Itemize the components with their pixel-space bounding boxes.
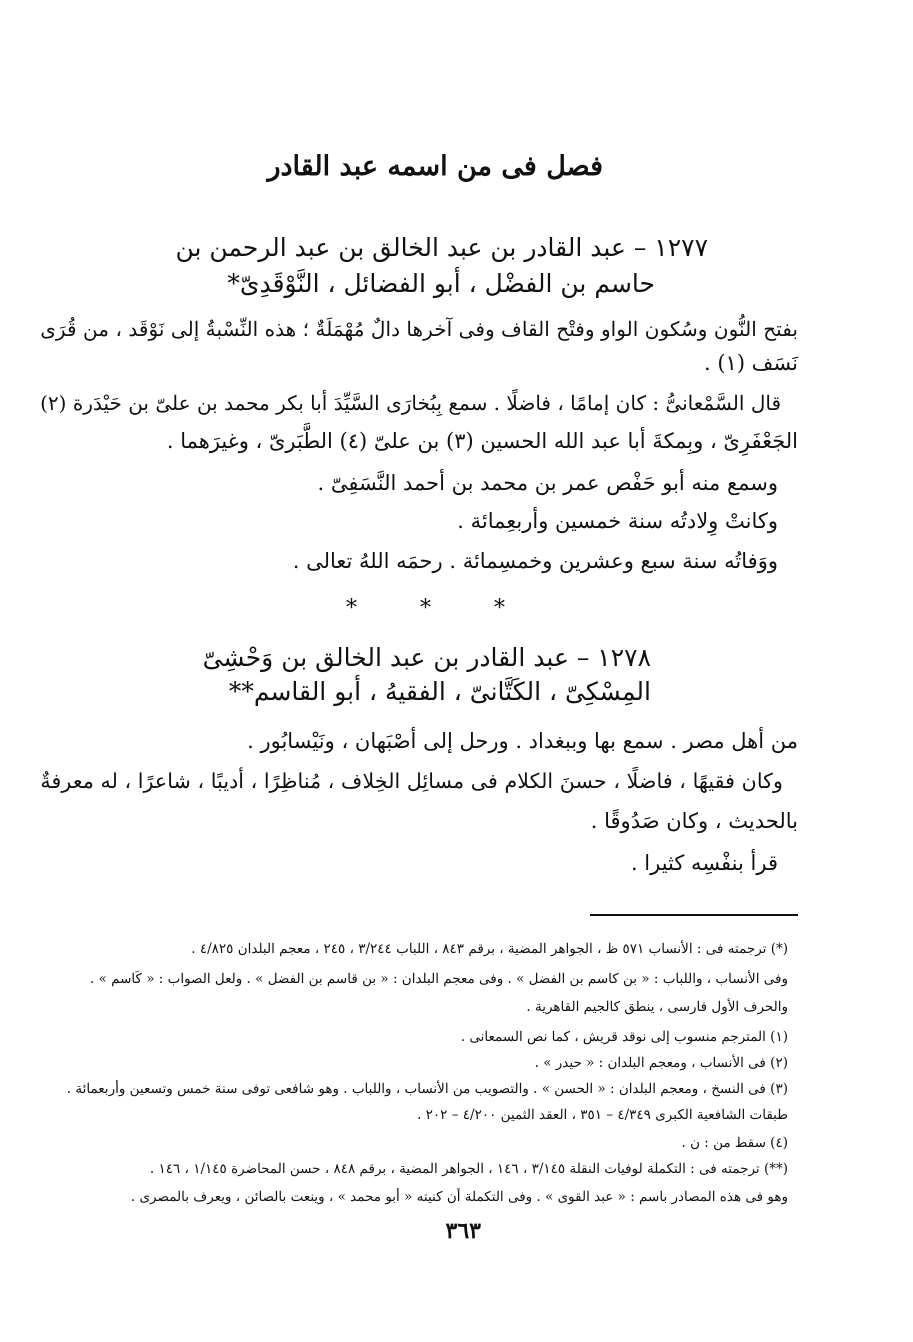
footnote-3-cont: طبقات الشافعية الكبرى ٤/٣٤٩ – ٣٥١ ، العقد الثمين ٤/٢٠٠ – ٢٠٢ . bbox=[417, 1107, 788, 1123]
entry-1277-heading-line2: حاسم بن الفضْل ، أبو الفضائل ، النَّوْقَدِىّ* bbox=[227, 269, 655, 298]
entry-1277-para2: وسمع منه أبو حَفْص عمر بن محمد بن أحمد النَّسَفِىّ . bbox=[317, 471, 778, 495]
entry-1277-heading-line1: ١٢٧٧ – عبد القادر بن عبد الخالق بن عبد الرحمن بن bbox=[175, 233, 708, 262]
footnote-3: (٣) فى النسخ ، ومعجم البلدان : « الحسن » . والتصويب من الأنساب ، واللباب . وهو شافعى توفى سنة خمس وتسعين وأربعمائة . bbox=[66, 1081, 788, 1097]
entry-1278-heading-line2: المِسْكِىّ ، الكَتَّانىّ ، الفقيهُ ، أبو القاسم** bbox=[228, 677, 651, 706]
entry-1277-para3: وكانتْ وِلادتُه سنة خمسين وأربعِمائة . bbox=[457, 509, 778, 533]
footnote-star-cont1: وفى الأنساب ، واللباب : « بن كاسم بن الفضل » . وفى معجم البلدان : « بن قاسم بن الفضل » . ولعل الصواب : « كَاسم » . bbox=[89, 971, 788, 987]
footnote-4: (٤) سقط من : ن . bbox=[681, 1135, 788, 1151]
footnote-star: (*) ترجمته فى : الأنساب ٥٧١ ظ ، الجواهر المضية ، برقم ٨٤٣ ، اللباب ٣/٢٤٤ ، ٢٤٥ ، معجم البلدان ٤/٨٢٥ . bbox=[191, 941, 788, 957]
entry-1278-heading-line1: ١٢٧٨ – عبد القادر بن عبد الخالق بن وَحْشِىّ bbox=[202, 643, 651, 672]
footnote-separator bbox=[590, 914, 798, 916]
entry-1278-para1: من أهل مصر . سمع بها وببغداد . ورحل إلى أصْبَهان ، ونَيْسابُور . bbox=[247, 729, 798, 753]
entry-1277-nisba-line1: بفتح النُّون وسُكون الواو وفتْح القاف وفى آخرها دالٌ مُهْمَلَةٌ ؛ هذه النِّسْبةُ إلى نَوْقَد ، من قُرَى bbox=[40, 317, 798, 341]
section-title: فصل فى من اسمه عبد القادر bbox=[267, 151, 603, 182]
footnote-2: (٢) فى الأنساب ، ومعجم البلدان : « حيدر » . bbox=[534, 1055, 788, 1071]
entry-1277-para1-line2: الجَعْفَرِىّ ، وبِمكةَ أبا عبد الله الحسين (٣) بن علىّ (٤) الطَّبَرىّ ، وغيرَهما . bbox=[166, 429, 798, 453]
section-divider-stars: * * * bbox=[346, 596, 533, 621]
entry-1277-para1-line1: قال السَّمْعانىُّ : كان إمامًا ، فاضلًا . سمع بِبُخارَى السَّيِّدَ أبا بكر محمد بن علىّ بن حَيْدَرة (٢) bbox=[40, 391, 781, 415]
entry-1278-para3: قرأ بنفْسِه كثيرا . bbox=[630, 851, 778, 875]
footnote-double-star: (**) ترجمته فى : التكملة لوفيات النقلة ٣/١٤٥ ، ١٤٦ ، الجواهر المضية ، برقم ٨٤٨ ، حسن المحاضرة ١/١٤٥ ، ١٤٦ . bbox=[149, 1161, 788, 1177]
page-number: ٣٦٣ bbox=[445, 1218, 481, 1244]
footnote-1: (١) المترجم منسوب إلى نوقد قريش ، كما نص السمعانى . bbox=[460, 1029, 788, 1045]
entry-1277-nisba-line2: نَسَف (١) . bbox=[703, 351, 798, 375]
footnote-star-cont2: والحرف الأول فارسى ، ينطق كالجيم القاهرية . bbox=[526, 999, 788, 1015]
entry-1278-para2-line2: بالحديث ، وكان صَدُوقًا . bbox=[590, 809, 798, 833]
footnote-double-star-cont: وهو فى هذه المصادر باسم : « عبد القوى » . وفى التكملة أن كنيته « أبو محمد » ، وينعت بالصائن ، ويعرف بالمصرى . bbox=[130, 1189, 788, 1205]
entry-1278-para2-line1: وكان فقيهًا ، فاضلًا ، حسنَ الكلام فى مسائِل الخِلاف ، مُناظِرًا ، أديبًا ، شاعرًا ، له معرفةٌ bbox=[40, 769, 783, 793]
entry-1277-para4: ووَفاتُه سنة سبع وعشرين وخمسِمائة . رحمَه اللهُ تعالى . bbox=[292, 549, 778, 573]
